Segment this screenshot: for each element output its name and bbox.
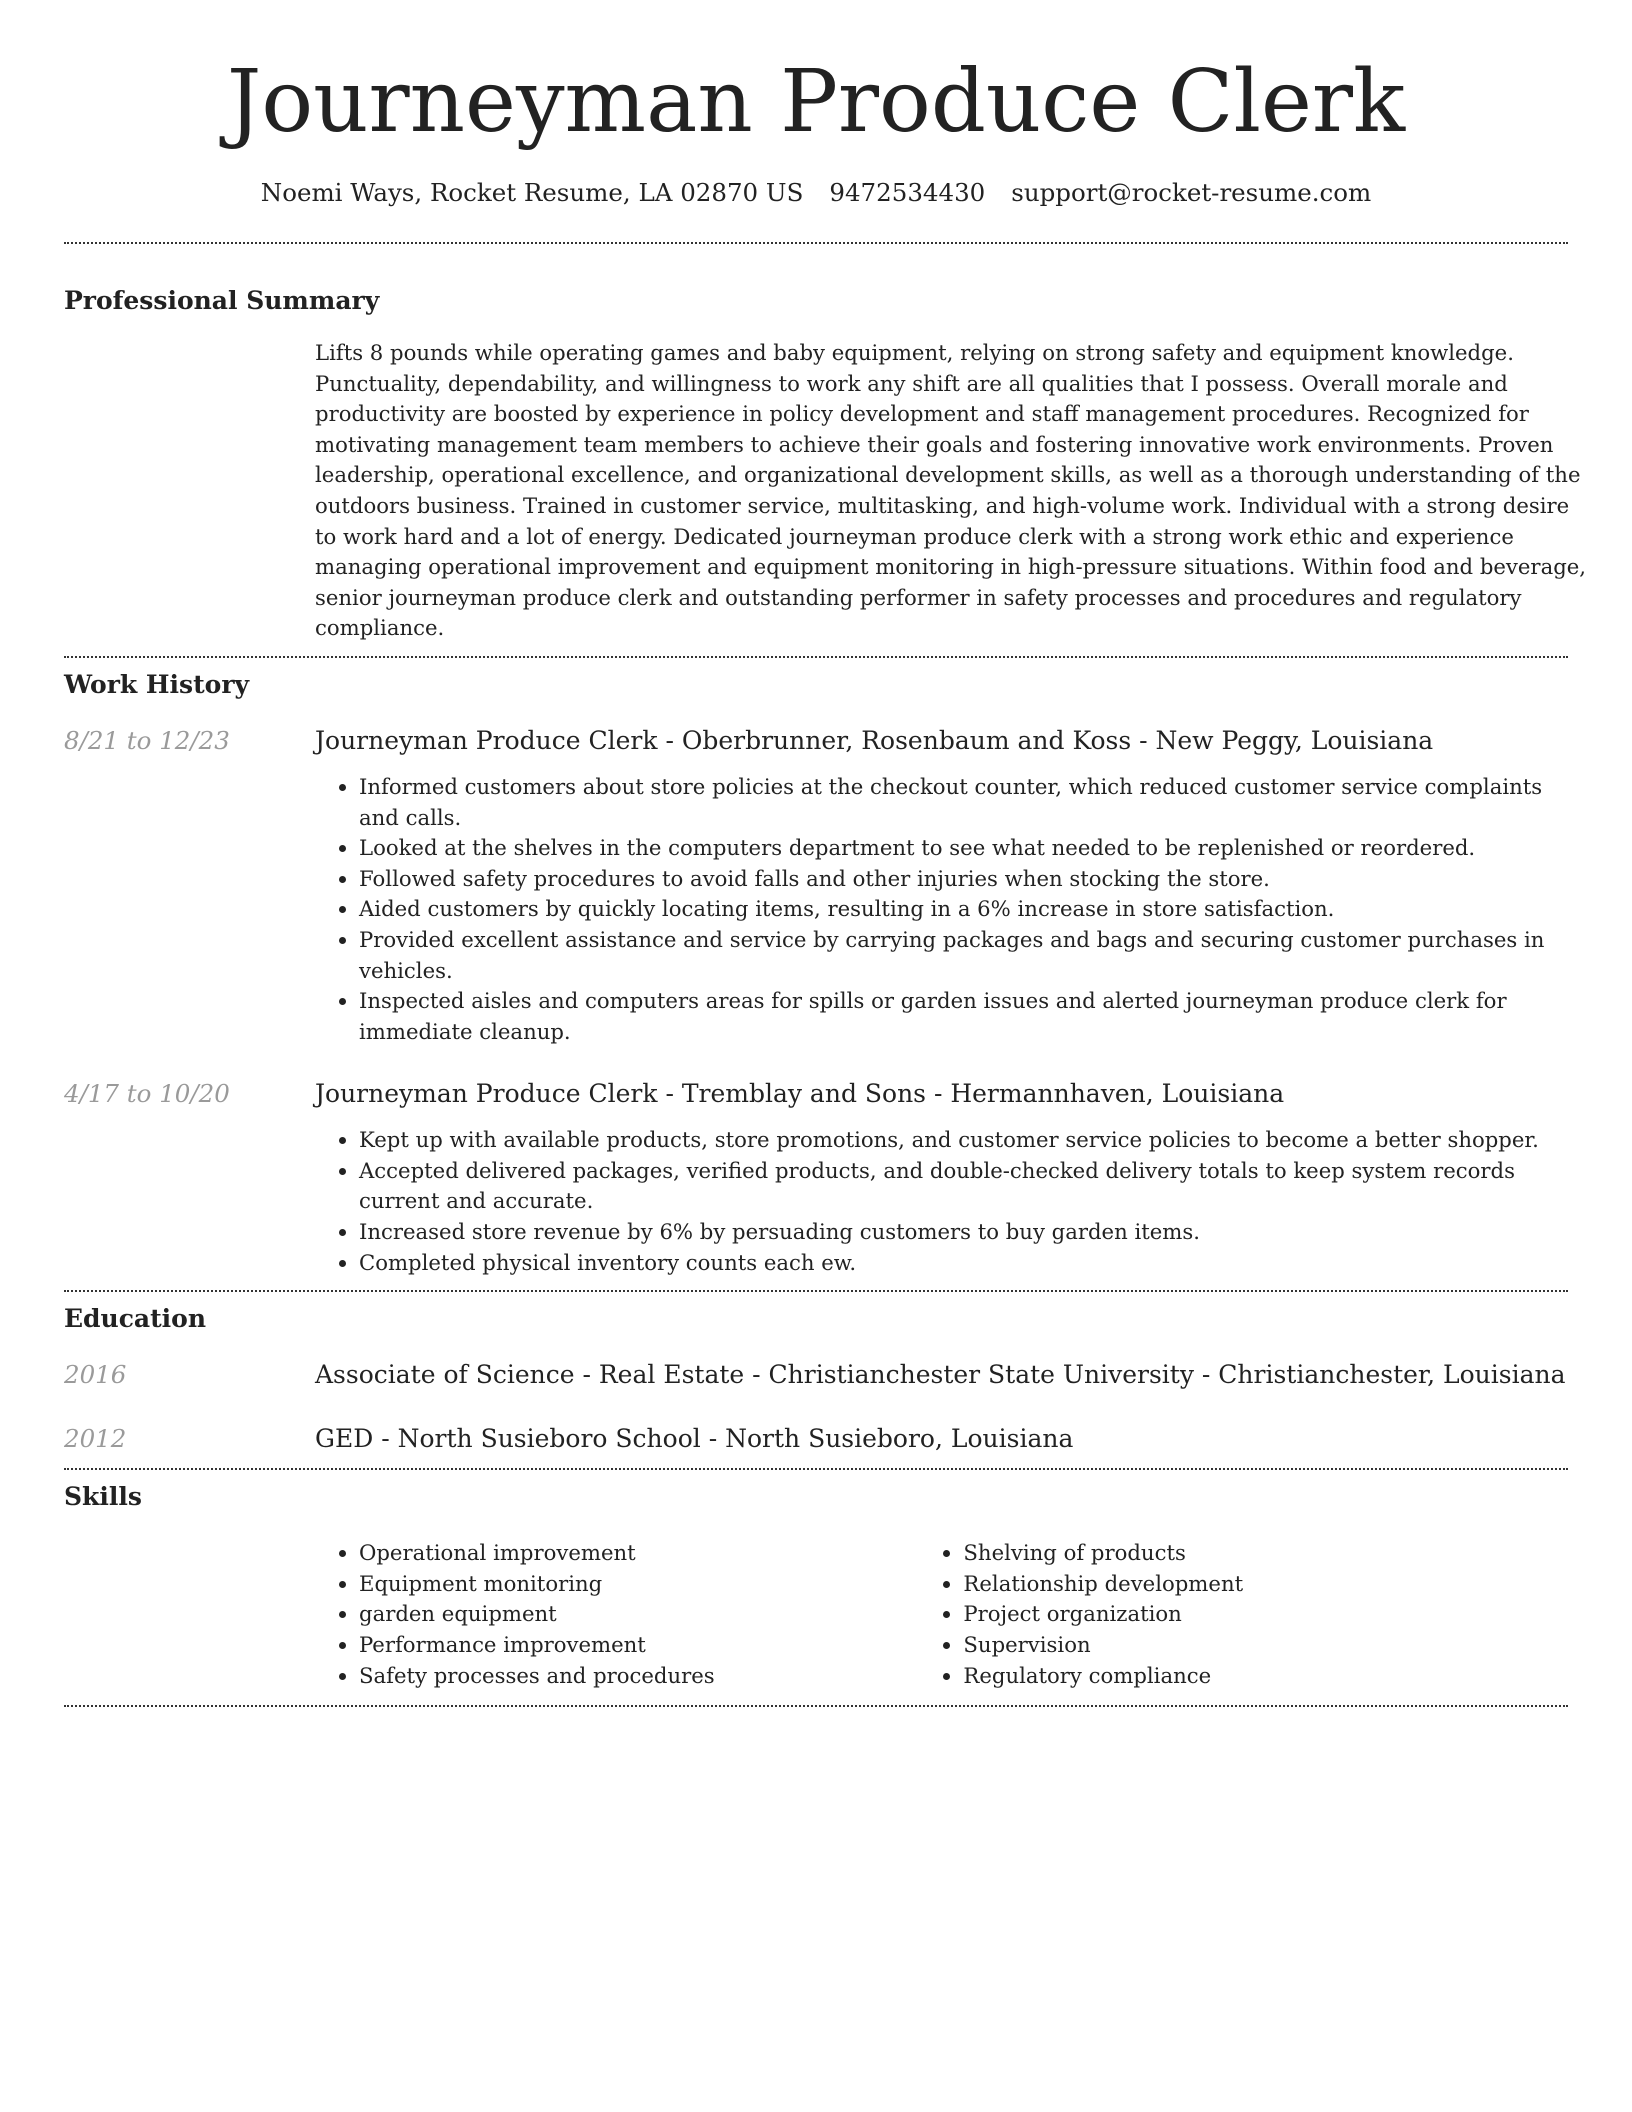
section-divider [64,1468,1568,1470]
skill-item: • garden equipment [359,1599,919,1630]
section-divider [64,1705,1568,1707]
job-entry-header [64,1079,1568,1109]
section-divider [64,656,1568,658]
skills-column-left [315,1538,919,1691]
resume-title: Journeyman Produce Clerk [226,52,1406,152]
contact-phone: 9472534430 [829,178,986,207]
skills-column-right [919,1538,1568,1691]
skill-item: • Supervision [963,1630,1568,1661]
list-item: • Accepted delivered packages, verified products, and double-checked delivery totals to keep system records current and accurate. [359,1156,1585,1217]
job-duties-list [315,1125,1585,1278]
education-year: 2016 [64,1360,127,1390]
education-heading: Education [64,1304,207,1334]
job-heading: Journeyman Produce Clerk - Oberbrunner, Rosenbaum and Koss - New Peggy, Louisiana [315,725,1434,755]
list-item: • Kept up with available products, store promotions, and customer service policies to become a better shopper. [359,1125,1585,1156]
contact-address: Noemi Ways, Rocket Resume, LA 02870 US [260,178,804,207]
list-item: • Provided excellent assistance and service by carrying packages and bags and securing customer purchases in vehicles. [359,925,1585,986]
education-year: 2012 [64,1424,127,1454]
list-item: • Aided customers by quickly locating items, resulting in a 6% increase in store satisfaction. [359,894,1585,925]
education-detail: GED - North Susieboro School - North Susieboro, Louisiana [315,1424,1074,1454]
contact-line [64,178,1568,208]
skill-item: • Safety processes and procedures [359,1661,919,1692]
skill-item: • Equipment monitoring [359,1569,919,1600]
education-entry [64,1424,1568,1454]
list-item: • Inspected aisles and computers areas for spills or garden issues and alerted journeyman produce clerk for immediate cleanup. [359,986,1585,1047]
job-dates: 4/17 to 10/20 [64,1079,230,1109]
job-heading: Journeyman Produce Clerk - Tremblay and Sons - Hermannhaven, Louisiana [315,1079,1285,1109]
list-item: • Followed safety procedures to avoid falls and other injuries when stocking the store. [359,864,1585,895]
list-item: • Informed customers about store policies at the checkout counter, which reduced customer service complaints and calls. [359,772,1585,833]
list-item: • Looked at the shelves in the computers department to see what needed to be replenished or reordered. [359,833,1585,864]
skill-item: • Project organization [963,1599,1568,1630]
section-divider [64,242,1568,244]
job-dates: 8/21 to 12/23 [64,725,230,755]
contact-email: support@rocket-resume.com [1011,178,1372,207]
education-detail: Associate of Science - Real Estate - Christianchester State University - Christianchester, Louisiana [315,1360,1566,1390]
job-duties-list [315,772,1585,1047]
skills-heading: Skills [64,1482,142,1512]
job-entry-header [64,726,1568,756]
education-entry [64,1360,1568,1390]
skill-item: • Shelving of products [963,1538,1568,1569]
skill-item: • Regulatory compliance [963,1661,1568,1692]
skill-item: • Performance improvement [359,1630,919,1661]
summary-text: Lifts 8 pounds while operating games and baby equipment, relying on strong safety and equipment knowledge. Punctuality, dependability, and willingness to work any shift are all qualities that I possess. Overall morale and productivity are boosted by experience in policy development and staff management procedures. Recognized for motivating management team members to achieve their goals and fostering innovative work environments. Proven leadership, operational excellence, and organizational development skills, as well as a thorough understanding of the outdoors business. Trained in customer service, multitasking, and high-volume work. Individual with a strong desire to work hard and a lot of energy. Dedicated journeyman produce clerk with a strong work ethic and experience managing operational improvement and equipment monitoring in high-pressure situations. Within food and beverage, senior journeyman produce clerk and outstanding performer in safety processes and procedures and regulatory compliance. [315,340,1587,641]
list-item: • Completed physical inventory counts each ew. [359,1248,1585,1279]
skills-list [315,1538,1568,1691]
work-history-heading: Work History [64,669,250,699]
section-divider [64,1290,1568,1292]
list-item: • Increased store revenue by 6% by persuading customers to buy garden items. [359,1217,1585,1248]
skill-item: • Relationship development [963,1569,1568,1600]
summary-heading: Professional Summary [64,286,380,315]
skill-item: • Operational improvement [359,1538,919,1569]
